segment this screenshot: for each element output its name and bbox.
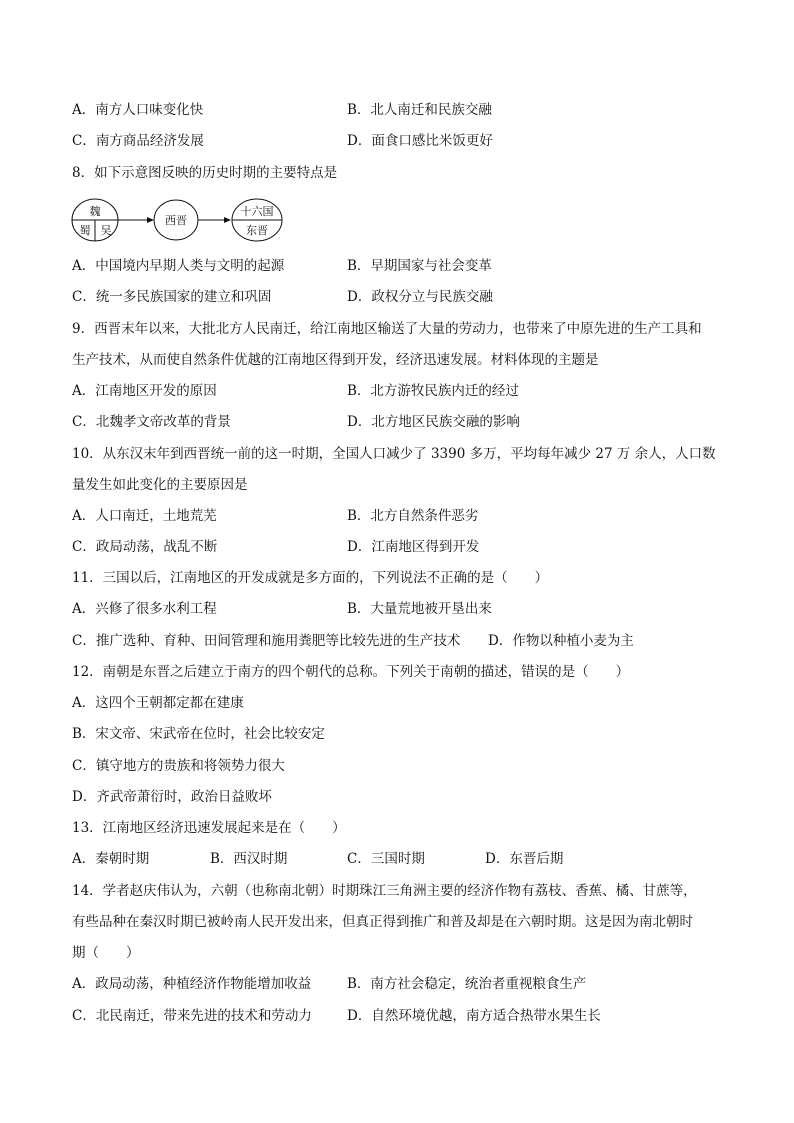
q13-option-c: C．三国时期: [347, 851, 425, 867]
q9-stem-line2: 生产技术，从而使自然条件优越的江南地区得到开发，经济迅速发展。材料体现的主题是: [72, 352, 599, 368]
q8-option-d: D．政权分立与民族交融: [347, 289, 493, 305]
q10-option-d: D．江南地区得到开发: [347, 539, 480, 555]
q14-option-b: B．南方社会稳定，统治者重视粮食生产: [347, 976, 587, 992]
q10-stem-line1: 10．从东汉末年到西晋统一前的这一时期，全国人口减少了 3390 多万，平均每年减少 27 万 余人，人口数: [72, 446, 716, 462]
q10-stem-line2: 量发生如此变化的主要原因是: [72, 477, 248, 493]
q14-option-d: D．自然环境优越，南方适合热带水果生长: [347, 1008, 601, 1024]
q11-option-b: B．大量荒地被开垦出来: [347, 601, 492, 617]
q8-option-a: A．中国境内早期人类与文明的起源: [72, 258, 285, 274]
diagram-label-dongjin: 东晋: [246, 224, 268, 237]
q9-option-c: C．北魏孝文帝改革的背景: [72, 414, 231, 430]
q12-option-d: D．齐武帝萧衍时，政治日益败坏: [72, 789, 272, 805]
q13-option-a: A．秦朝时期: [72, 851, 150, 867]
q7-option-d: D．面食口感比米饭更好: [347, 133, 493, 149]
q9-option-b: B．北方游牧民族内迁的经过: [347, 383, 519, 399]
arrow-right-icon: [118, 217, 154, 223]
q11-stem: 11．三国以后，江南地区的开发成就是多方面的，下列说法不正确的是（ ）: [72, 570, 549, 586]
diagram-label-shiliuguo: 十六国: [240, 205, 274, 218]
q12-stem: 12．南朝是东晋之后建立于南方的四个朝代的总称。下列关于南朝的描述，错误的是（ ）: [72, 664, 630, 680]
q10-option-a: A．人口南迁，土地荒芜: [72, 508, 217, 524]
diagram-node-xijin: [154, 200, 198, 240]
q10-option-c: C．政局动荡，战乱不断: [72, 539, 218, 555]
q12-option-a: A．这四个王朝都定都在建康: [72, 695, 244, 711]
q7-option-c: C．南方商品经济发展: [72, 133, 204, 149]
diagram-label-shu: 蜀: [79, 224, 91, 237]
q14-option-c: C．北民南迁，带来先进的技术和劳动力: [72, 1008, 312, 1024]
q14-option-a: A．政局动荡，种植经济作物能增加收益: [72, 976, 312, 992]
diagram-label-wei: 魏: [89, 205, 101, 218]
q7-option-b: B．北人南迁和民族交融: [347, 102, 492, 118]
diagram-label-xijin: 西晋: [165, 214, 187, 227]
q14-stem-line2: 有些品种在秦汉时期已被岭南人民开发出来，但真正得到推广和普及却是在六朝时期。这是因为南北朝时: [72, 914, 693, 930]
diagram-node-shiliuguo-dongjin: [232, 199, 282, 241]
q8-diagram: [70, 197, 290, 245]
diagram-label-wu: 吴: [100, 224, 112, 237]
q13-option-d: D．东晋后期: [485, 851, 564, 867]
q8-option-b: B．早期国家与社会变革: [347, 258, 492, 274]
q13-stem: 13．江南地区经济迅速发展起来是在（ ）: [72, 820, 346, 836]
q8-stem: 8．如下示意图反映的历史时期的主要特点是: [72, 165, 338, 181]
q11-option-a: A．兴修了很多水利工程: [72, 601, 217, 617]
q9-option-d: D．北方地区民族交融的影响: [347, 414, 520, 430]
q7-option-a: A．南方人口味变化快: [72, 102, 204, 118]
q8-option-c: C．统一多民族国家的建立和巩固: [72, 289, 272, 305]
q10-option-b: B．北方自然条件恶劣: [347, 508, 479, 524]
q11-option-d: D．作物以种植小麦为主: [488, 633, 634, 649]
q14-stem-line1: 14．学者赵庆伟认为，六朝（也称南北朝）时期珠江三角洲主要的经济作物有荔枝、香蕉、橘、甘蔗等，: [72, 883, 697, 899]
q11-option-c: C．推广选种、育种、田间管理和施用粪肥等比较先进的生产技术: [72, 633, 461, 649]
q9-option-a: A．江南地区开发的原因: [72, 383, 217, 399]
q14-stem-line3: 期（ ）: [72, 945, 140, 961]
diagram-node-wei-shu-wu: [72, 199, 118, 241]
arrow-right-icon: [198, 217, 231, 223]
q12-option-b: B．宋文帝、宋武帝在位时，社会比较安定: [72, 726, 325, 742]
q12-option-c: C．镇守地方的贵族和将领势力很大: [72, 758, 285, 774]
q13-option-b: B．西汉时期: [210, 851, 288, 867]
q9-stem-line1: 9．西晋末年以来，大批北方人民南迁，给江南地区输送了大量的劳动力，也带来了中原先进的生产工具和: [72, 321, 702, 337]
